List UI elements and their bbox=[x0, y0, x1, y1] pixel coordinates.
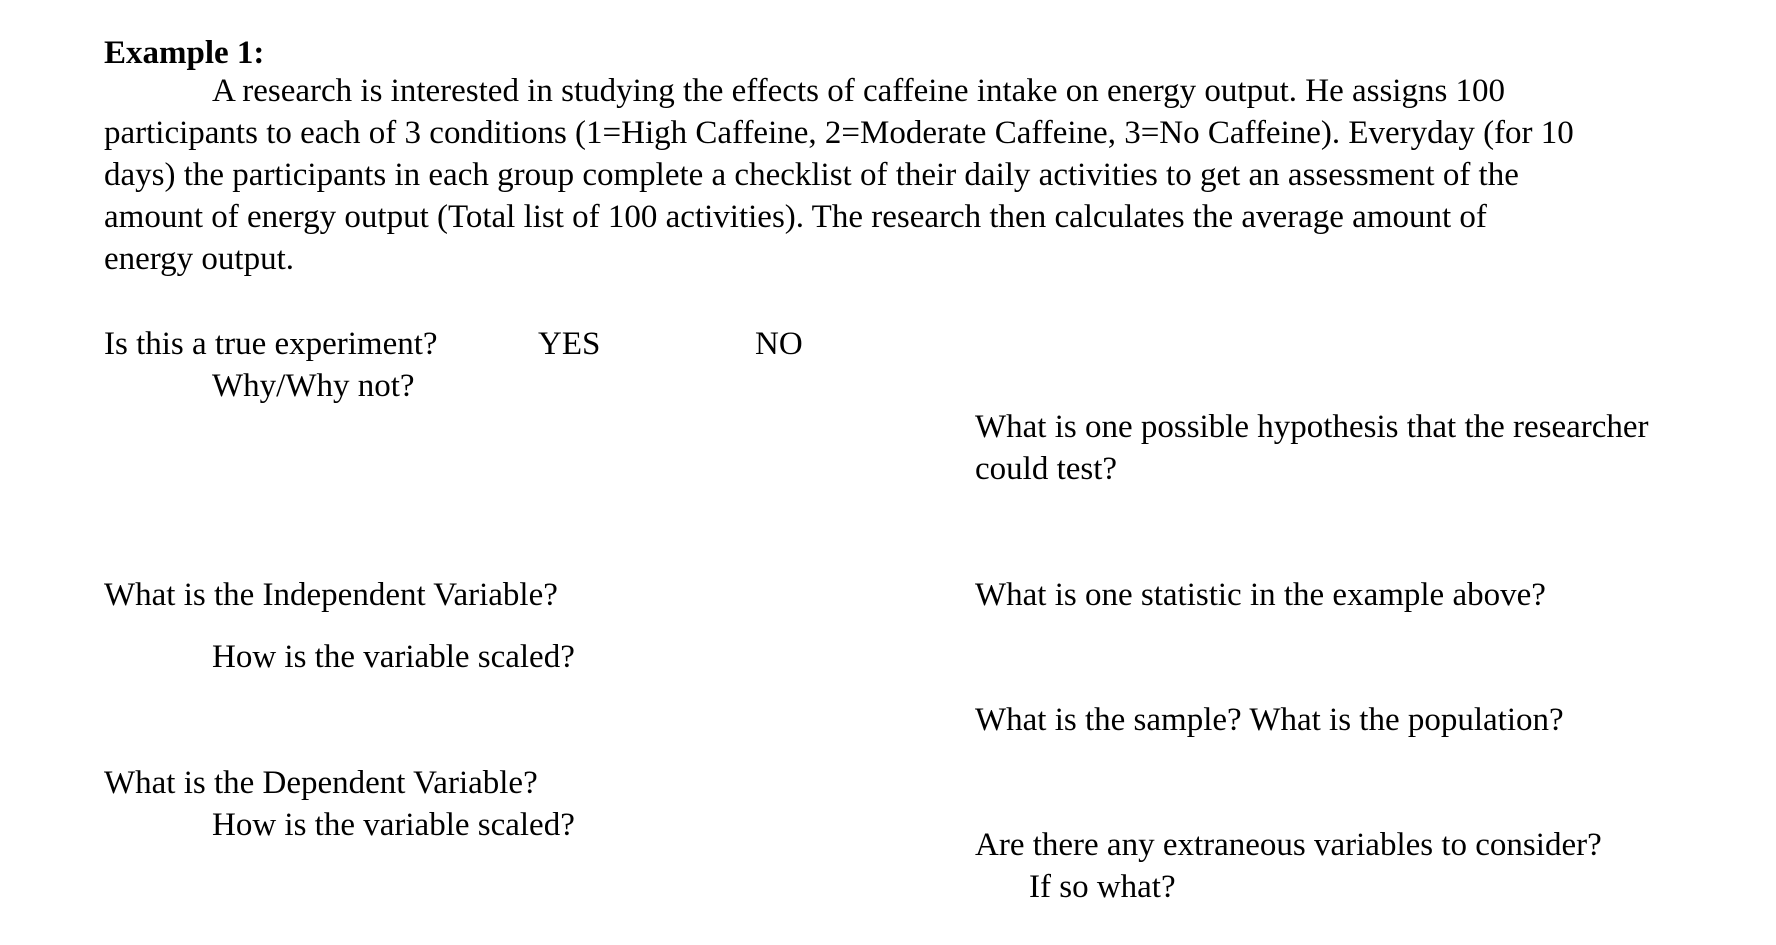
true-experiment-question: Is this a true experiment? bbox=[104, 326, 438, 362]
scenario-line: days) the participants in each group complete a checklist of their daily activities to get an assessment of the bbox=[104, 157, 1519, 193]
sample-population-question: What is the sample? What is the population? bbox=[975, 702, 1564, 738]
scenario-line: participants to each of 3 conditions (1=High Caffeine, 2=Moderate Caffeine, 3=No Caffeine). Everyday (for 10 bbox=[104, 115, 1574, 151]
if-so-question: If so what? bbox=[1029, 869, 1176, 905]
example-heading: Example 1: bbox=[104, 35, 265, 71]
scenario-line: energy output. bbox=[104, 241, 295, 277]
why-question: Why/Why not? bbox=[212, 368, 415, 404]
yes-option: YES bbox=[538, 326, 601, 362]
dv-scaled-question: How is the variable scaled? bbox=[212, 807, 575, 843]
scenario-paragraph bbox=[104, 70, 1744, 280]
dependent-variable-question: What is the Dependent Variable? bbox=[104, 765, 538, 801]
no-option: NO bbox=[755, 326, 803, 362]
extraneous-question: Are there any extraneous variables to consider? bbox=[975, 827, 1602, 863]
hypothesis-question-line2: could test? bbox=[975, 451, 1118, 487]
independent-variable-question: What is the Independent Variable? bbox=[104, 577, 558, 613]
iv-scaled-question: How is the variable scaled? bbox=[212, 639, 575, 675]
scenario-line: A research is interested in studying the effects of caffeine intake on energy output. He assigns 100 bbox=[212, 73, 1506, 109]
hypothesis-question-line1: What is one possible hypothesis that the researcher bbox=[975, 409, 1649, 445]
statistic-question: What is one statistic in the example above? bbox=[975, 577, 1546, 613]
scenario-line: amount of energy output (Total list of 100 activities). The research then calculates the average amount of bbox=[104, 199, 1487, 235]
